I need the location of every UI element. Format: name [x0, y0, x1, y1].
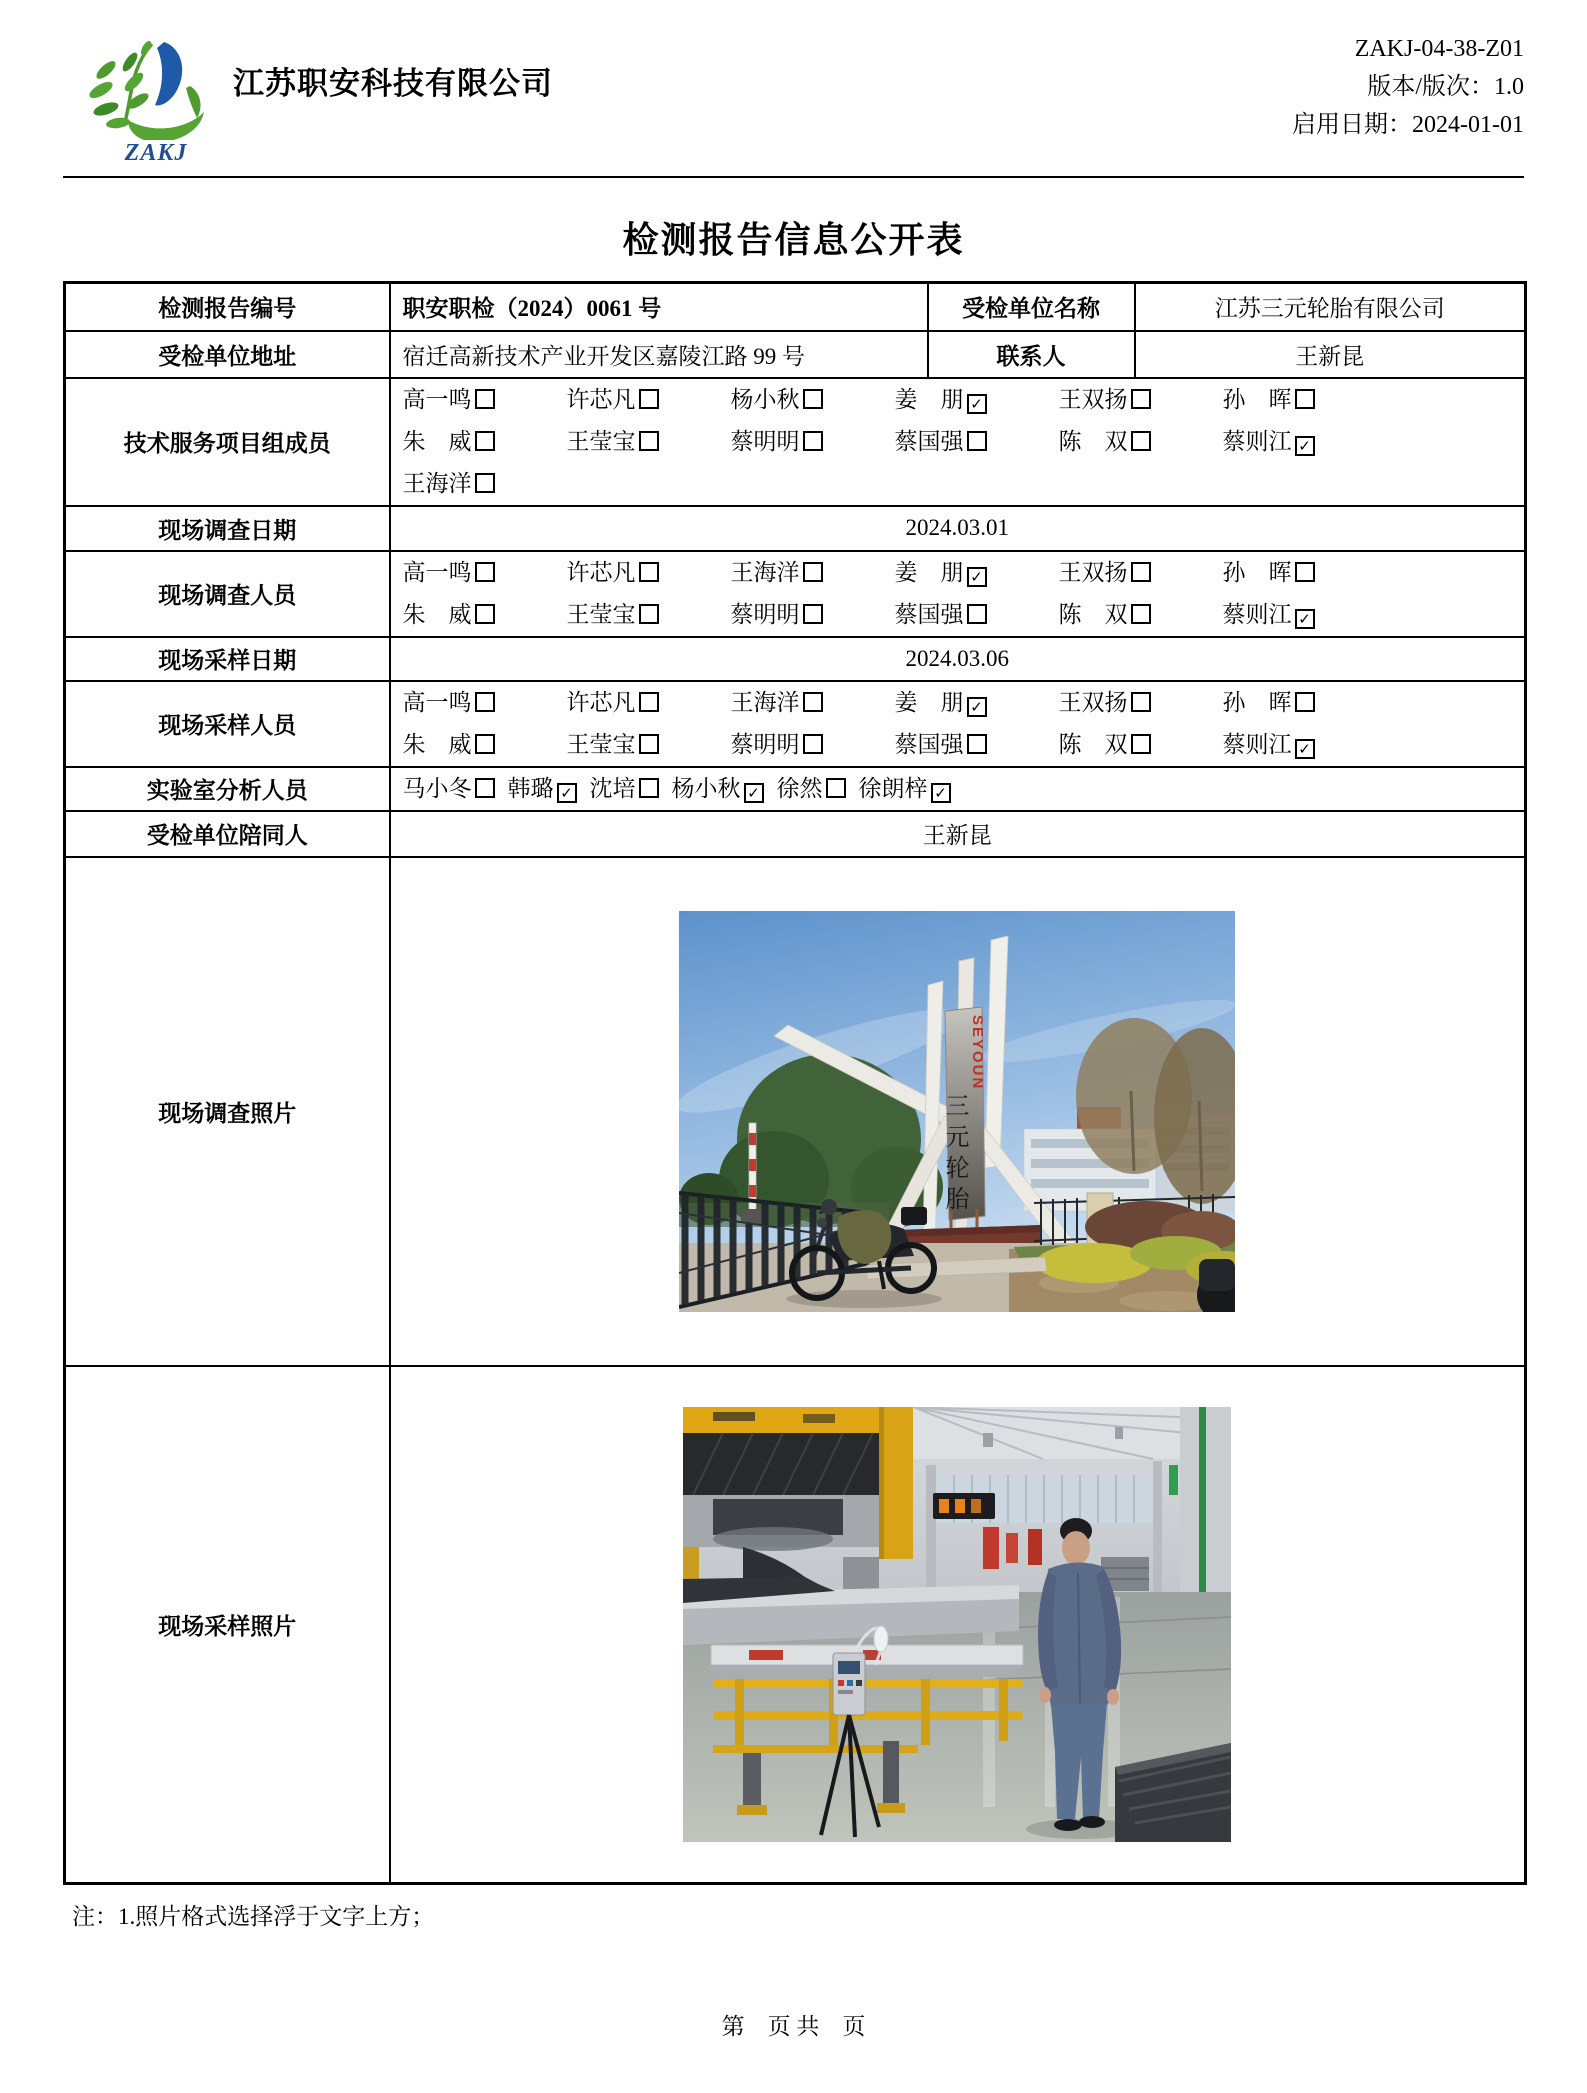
person-checkbox-item	[567, 552, 731, 594]
checkbox-unchecked[interactable]	[1131, 604, 1151, 624]
table-row	[65, 811, 1526, 857]
address-value: 宿迁高新技术产业开发区嘉陵江路 99 号	[390, 331, 928, 378]
company-logo	[72, 28, 232, 140]
checkbox-checked[interactable]: ✓	[744, 783, 764, 803]
person-name: 蔡明明	[730, 601, 800, 627]
checkbox-checked[interactable]: ✓	[1295, 436, 1315, 456]
document-code-block	[1292, 30, 1524, 144]
person-checkbox-item	[1059, 594, 1223, 636]
checkbox-checked[interactable]: ✓	[967, 567, 987, 587]
person-checkbox-item	[1059, 421, 1223, 463]
checkbox-unchecked[interactable]	[475, 778, 495, 798]
contact-value: 王新昆	[1135, 331, 1526, 378]
person-checkbox-item	[403, 552, 567, 594]
checkbox-unchecked[interactable]	[475, 604, 495, 624]
checkbox-unchecked[interactable]	[1295, 692, 1315, 712]
person-name: 沈培	[589, 775, 636, 801]
person-name: 朱 威	[402, 428, 472, 454]
page-title: 检测报告信息公开表	[622, 220, 965, 260]
person-name: 高一鸣	[402, 559, 472, 585]
person-name: 蔡则江	[1222, 601, 1292, 627]
checkbox-checked[interactable]: ✓	[1295, 739, 1315, 759]
contact-label: 联系人	[928, 331, 1135, 378]
person-name: 徐然	[776, 775, 823, 801]
sign-brand-text: SEYOUN	[969, 1014, 987, 1090]
person-name: 王海洋	[730, 559, 800, 585]
person-checkbox-item	[1223, 594, 1387, 636]
person-name: 杨小秋	[730, 386, 800, 412]
table-row	[65, 1366, 1526, 1884]
survey-site-photo	[679, 911, 1235, 1312]
checkbox-checked[interactable]: ✓	[557, 783, 577, 803]
table-row	[65, 506, 1526, 551]
table-row	[65, 551, 1526, 637]
checkbox-unchecked[interactable]	[967, 734, 987, 754]
survey-photo-label: 现场调查照片	[65, 857, 390, 1366]
person-checkbox-item	[731, 594, 895, 636]
person-checkbox-item	[403, 379, 567, 421]
person-name: 王莹宝	[566, 601, 636, 627]
person-checkbox-item	[731, 724, 895, 766]
person-checkbox-item	[1059, 379, 1223, 421]
person-checkbox-item	[508, 776, 577, 801]
checkbox-unchecked[interactable]	[1131, 389, 1151, 409]
person-checkbox-item	[403, 724, 567, 766]
survey-date-label: 现场调查日期	[65, 506, 390, 551]
doc-enable-date: 启用日期：2024-01-01	[1292, 112, 1524, 138]
person-name: 姜 朋	[894, 559, 964, 585]
person-name: 姜 朋	[894, 689, 964, 715]
person-checkbox-item	[1223, 552, 1387, 594]
person-name: 蔡明明	[730, 428, 800, 454]
checkbox-unchecked[interactable]	[475, 692, 495, 712]
person-checkbox-item	[1059, 724, 1223, 766]
survey-staff-cell	[390, 551, 1526, 637]
lab-staff-checklist	[391, 768, 1525, 810]
checkbox-unchecked[interactable]	[639, 692, 659, 712]
person-name: 许芯凡	[566, 386, 636, 412]
person-checkbox-item	[567, 379, 731, 421]
survey-date-value: 2024.03.01	[390, 506, 1526, 551]
person-checkbox-item	[895, 682, 1059, 724]
checkbox-checked[interactable]: ✓	[967, 697, 987, 717]
checkbox-unchecked[interactable]	[1131, 734, 1151, 754]
person-checkbox-item	[731, 682, 895, 724]
table-row	[65, 767, 1526, 811]
team-label: 技术服务项目组成员	[65, 378, 390, 506]
checkbox-unchecked[interactable]	[967, 604, 987, 624]
report-no-label: 检测报告编号	[65, 283, 390, 331]
checkbox-checked[interactable]: ✓	[967, 394, 987, 414]
checkbox-unchecked[interactable]	[639, 431, 659, 451]
person-checkbox-item	[731, 379, 895, 421]
person-checkbox-item	[672, 776, 764, 801]
escort-label: 受检单位陪同人	[65, 811, 390, 857]
person-name: 王海洋	[730, 689, 800, 715]
person-name: 韩璐	[507, 775, 554, 801]
checkbox-unchecked[interactable]	[475, 389, 495, 409]
header-divider	[63, 176, 1524, 178]
person-checkbox-item	[567, 594, 731, 636]
person-checkbox-item	[403, 776, 495, 801]
unit-name-label: 受检单位名称	[928, 283, 1135, 331]
checkbox-unchecked[interactable]	[475, 431, 495, 451]
person-name: 王双扬	[1058, 559, 1128, 585]
sign-chinese-text: 三元轮胎	[941, 1092, 968, 1217]
sampling-photo-label: 现场采样照片	[65, 1366, 390, 1884]
person-checkbox-item	[1059, 682, 1223, 724]
sampling-staff-cell	[390, 681, 1526, 767]
checkbox-unchecked[interactable]	[475, 562, 495, 582]
person-name: 陈 双	[1058, 428, 1128, 454]
person-checkbox-item	[403, 594, 567, 636]
team-checklist	[391, 379, 1525, 505]
sampling-staff-checklist	[391, 682, 1525, 766]
person-checkbox-item	[895, 594, 1059, 636]
table-row	[65, 637, 1526, 681]
person-checkbox-item	[895, 379, 1059, 421]
person-name: 王双扬	[1058, 689, 1128, 715]
checkbox-unchecked[interactable]	[967, 431, 987, 451]
lab-staff-label: 实验室分析人员	[65, 767, 390, 811]
person-checkbox-item	[567, 724, 731, 766]
doc-version: 版本/版次：1.0	[1367, 74, 1524, 100]
table-row	[65, 857, 1526, 1366]
person-checkbox-item	[590, 776, 659, 801]
checkbox-unchecked[interactable]	[803, 604, 823, 624]
checkbox-unchecked[interactable]	[1295, 562, 1315, 582]
checkbox-unchecked[interactable]	[475, 734, 495, 754]
checkbox-unchecked[interactable]	[639, 734, 659, 754]
report-info-table	[63, 281, 1527, 1885]
table-row	[65, 283, 1526, 331]
person-checkbox-item	[731, 421, 895, 463]
checkbox-unchecked[interactable]	[475, 473, 495, 493]
survey-staff-checklist	[391, 552, 1525, 636]
checkbox-unchecked[interactable]	[803, 692, 823, 712]
person-name: 王莹宝	[566, 731, 636, 757]
person-name: 许芯凡	[566, 559, 636, 585]
person-checkbox-item	[403, 682, 567, 724]
checkbox-unchecked[interactable]	[639, 562, 659, 582]
lab-staff-cell	[390, 767, 1526, 811]
person-checkbox-item	[1223, 421, 1387, 463]
sampling-date-label: 现场采样日期	[65, 637, 390, 681]
person-name: 孙 晖	[1222, 689, 1292, 715]
person-checkbox-item	[403, 463, 567, 505]
sampling-date-value: 2024.03.06	[390, 637, 1526, 681]
person-name: 王海洋	[402, 470, 472, 496]
person-name: 蔡则江	[1222, 428, 1292, 454]
person-name: 王双扬	[1058, 386, 1128, 412]
person-name: 姜 朋	[894, 386, 964, 412]
checkbox-unchecked[interactable]	[639, 389, 659, 409]
person-checkbox-item	[895, 552, 1059, 594]
person-name: 马小冬	[402, 775, 472, 801]
person-name: 许芯凡	[566, 689, 636, 715]
person-checkbox-item	[567, 682, 731, 724]
person-name: 徐朗梓	[858, 775, 928, 801]
checkbox-unchecked[interactable]	[1131, 431, 1151, 451]
survey-staff-label: 现场调查人员	[65, 551, 390, 637]
person-name: 孙 晖	[1222, 386, 1292, 412]
sampling-staff-label: 现场采样人员	[65, 681, 390, 767]
table-row	[65, 331, 1526, 378]
report-no-value: 职安职检（2024）0061 号	[390, 283, 928, 331]
checkbox-unchecked[interactable]	[826, 778, 846, 798]
sampling-photo-cell	[390, 1366, 1526, 1884]
person-name: 蔡国强	[894, 731, 964, 757]
person-checkbox-item	[895, 724, 1059, 766]
person-checkbox-item	[1223, 379, 1387, 421]
green-pipe	[1199, 1407, 1206, 1605]
person-name: 陈 双	[1058, 601, 1128, 627]
doc-code: ZAKJ-04-38-Z01	[1354, 36, 1524, 62]
checkbox-checked[interactable]: ✓	[1295, 609, 1315, 629]
person-name: 孙 晖	[1222, 559, 1292, 585]
person-name: 高一鸣	[402, 689, 472, 715]
company-name: 江苏职安科技有限公司	[233, 66, 553, 101]
checkbox-unchecked[interactable]	[1131, 562, 1151, 582]
table-row	[65, 378, 1526, 506]
person-name: 王莹宝	[566, 428, 636, 454]
escort-value: 王新昆	[390, 811, 1526, 857]
person-name: 蔡国强	[894, 428, 964, 454]
address-label: 受检单位地址	[65, 331, 390, 378]
person-checkbox-item	[1059, 552, 1223, 594]
checkbox-checked[interactable]: ✓	[931, 783, 951, 803]
checkbox-unchecked[interactable]	[1295, 389, 1315, 409]
checkbox-unchecked[interactable]	[803, 734, 823, 754]
checkbox-unchecked[interactable]	[803, 562, 823, 582]
person-checkbox-item	[731, 552, 895, 594]
person-checkbox-item	[567, 421, 731, 463]
team-members-cell	[390, 378, 1526, 506]
corner-scooter	[1197, 1259, 1235, 1312]
checkbox-unchecked[interactable]	[1131, 692, 1151, 712]
survey-photo-cell	[390, 857, 1526, 1366]
checkbox-unchecked[interactable]	[803, 431, 823, 451]
person-name: 蔡明明	[730, 731, 800, 757]
person-checkbox-item	[895, 421, 1059, 463]
checkbox-unchecked[interactable]	[639, 604, 659, 624]
person-checkbox-item	[403, 421, 567, 463]
led-sign	[933, 1493, 995, 1519]
sampling-site-photo	[683, 1407, 1231, 1842]
person-checkbox-item	[1223, 724, 1387, 766]
person-name: 高一鸣	[402, 386, 472, 412]
page-number-footer: 第 页 共 页	[721, 2014, 866, 2039]
person-name: 蔡则江	[1222, 731, 1292, 757]
person-checkbox-item	[1223, 682, 1387, 724]
person-name: 蔡国强	[894, 601, 964, 627]
checkbox-unchecked[interactable]	[639, 778, 659, 798]
person-name: 朱 威	[402, 731, 472, 757]
person-checkbox-item	[777, 776, 846, 801]
person-name: 陈 双	[1058, 731, 1128, 757]
table-row	[65, 681, 1526, 767]
checkbox-unchecked[interactable]	[803, 389, 823, 409]
logo-wordmark: ZAKJ	[124, 140, 188, 166]
note-text: 注：1.照片格式选择浮于文字上方；	[72, 1904, 435, 1929]
unit-name-value: 江苏三元轮胎有限公司	[1135, 283, 1526, 331]
person-checkbox-item	[859, 776, 951, 801]
person-name: 杨小秋	[671, 775, 741, 801]
person-name: 朱 威	[402, 601, 472, 627]
